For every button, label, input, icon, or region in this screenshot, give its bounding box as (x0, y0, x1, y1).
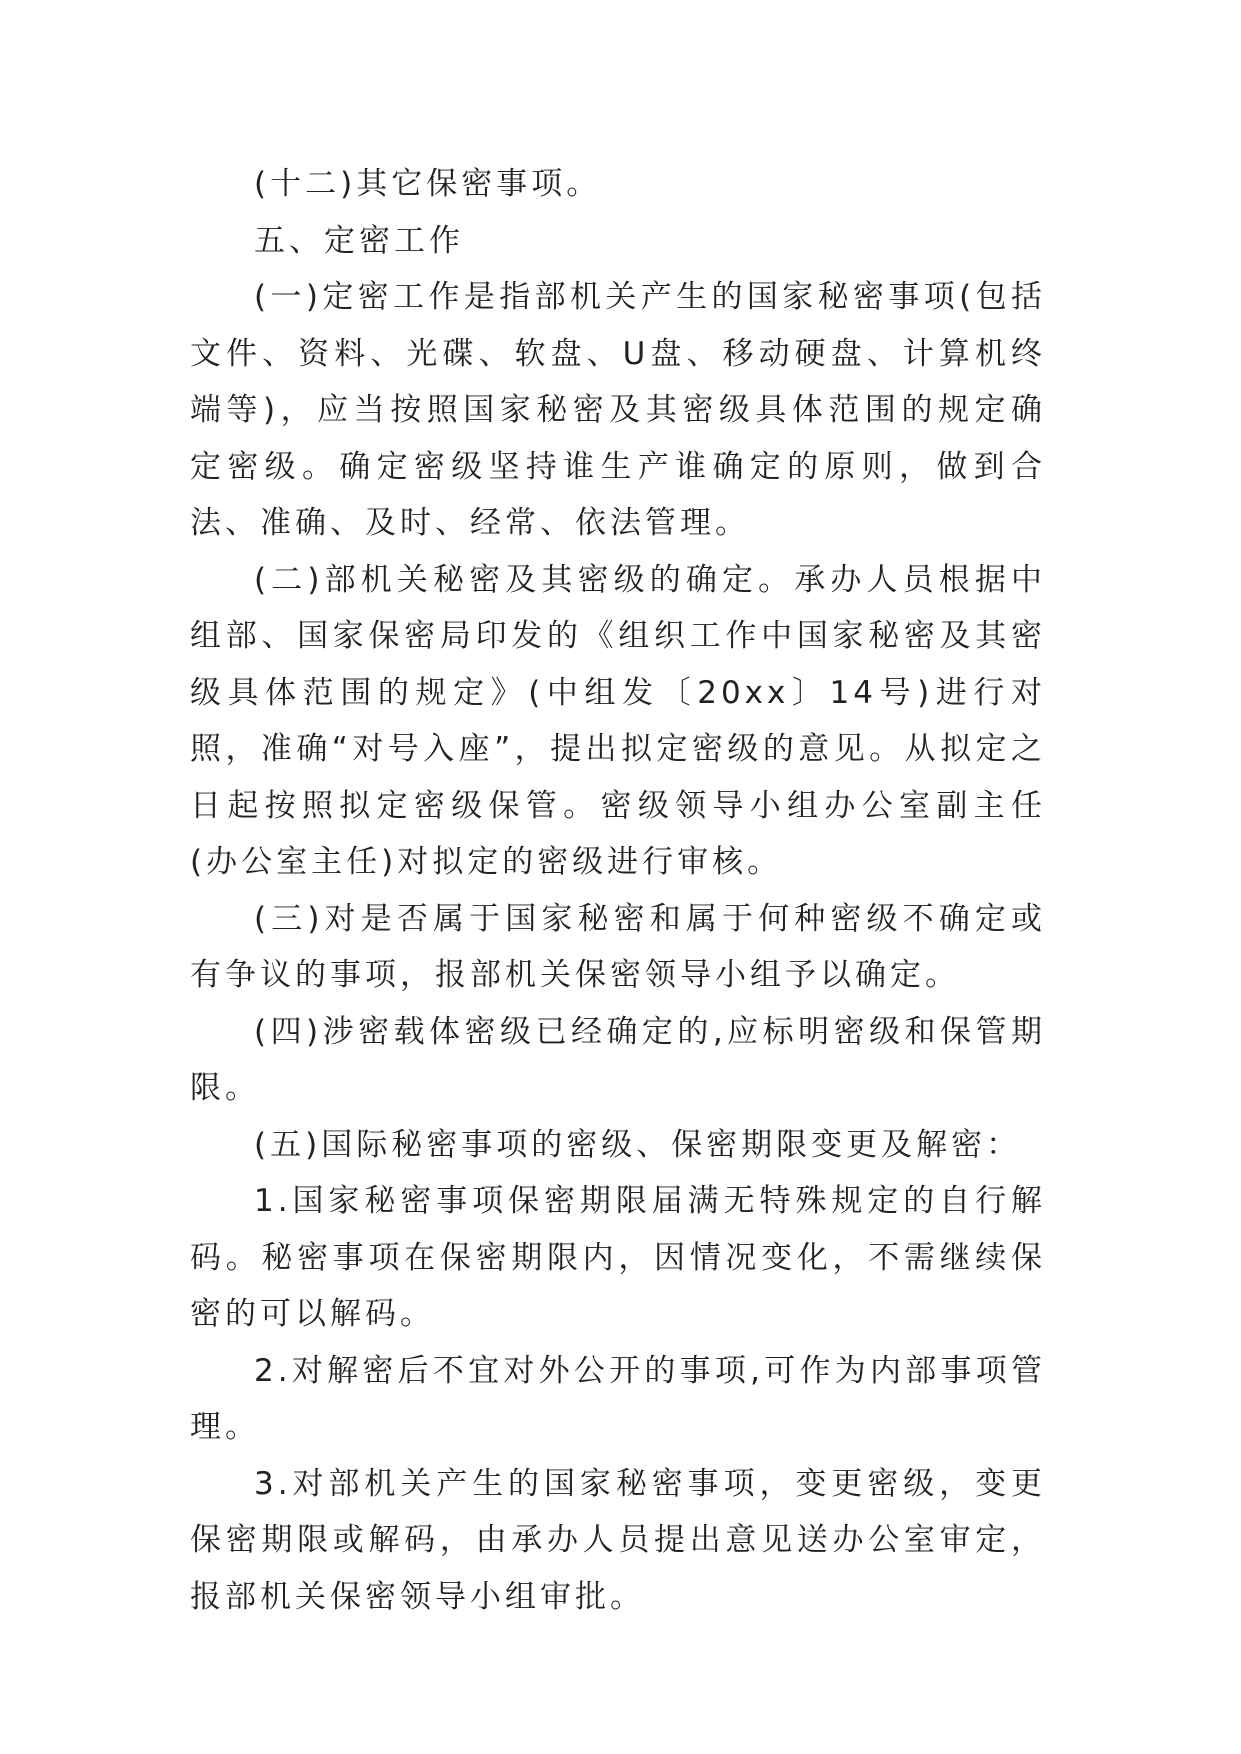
list-item-1-auto-declassify: 1.国家秘密事项保密期限届满无特殊规定的自行解码。秘密事项在保密期限内，因情况变化，不需继续保密的可以解码。 (190, 1183, 1046, 1332)
list-item-3-approval-process: 3.对部机关产生的国家秘密事项，变更密级，变更保密期限或解码，由承办人员提出意见送办公室审定，报部机关保密领导小组审批。 (190, 1465, 1046, 1615)
paragraph-other-secrets: (十二)其它保密事项。 (254, 166, 602, 202)
paragraph-classification-determination: (二)部机关秘密及其密级的确定。承办人员根据中组部、国家保密局印发的《组织工作中国家秘密及其密级具体范围的规定》(中组发〔20xx〕14号)进行对照，准确“对号入座”，提出拟定密级的意见。从拟定之日起按照拟定密级保管。密级领导小组办公室副主任(办公室主任)对拟定的密级进行审核。 (190, 561, 1046, 880)
paragraph-carrier-marking: (四)涉密载体密级已经确定的,应标明密级和保管期限。 (190, 1013, 1046, 1106)
paragraph-classification-definition: (一)定密工作是指部机关产生的国家秘密事项(包括文件、资料、光碟、软盘、U盘、移动硬盘、计算机终端等)，应当按照国家秘密及其密级具体范围的规定确定密级。确定密级坚持谁生产谁确定的原则，做到合法、准确、及时、经常、依法管理。 (190, 279, 1046, 541)
list-item-2-internal-management: 2.对解密后不宜对外公开的事项,可作为内部事项管理。 (190, 1352, 1046, 1445)
paragraph-change-and-declassification: (五)国际秘密事项的密级、保密期限变更及解密： (254, 1126, 1022, 1163)
section-heading-classification: 五、定密工作 (254, 222, 464, 259)
document-body (190, 156, 1046, 1625)
paragraph-disputed-items: (三)对是否属于国家秘密和属于何种密级不确定或有争议的事项，报部机关保密领导小组予以确定。 (190, 900, 1046, 993)
